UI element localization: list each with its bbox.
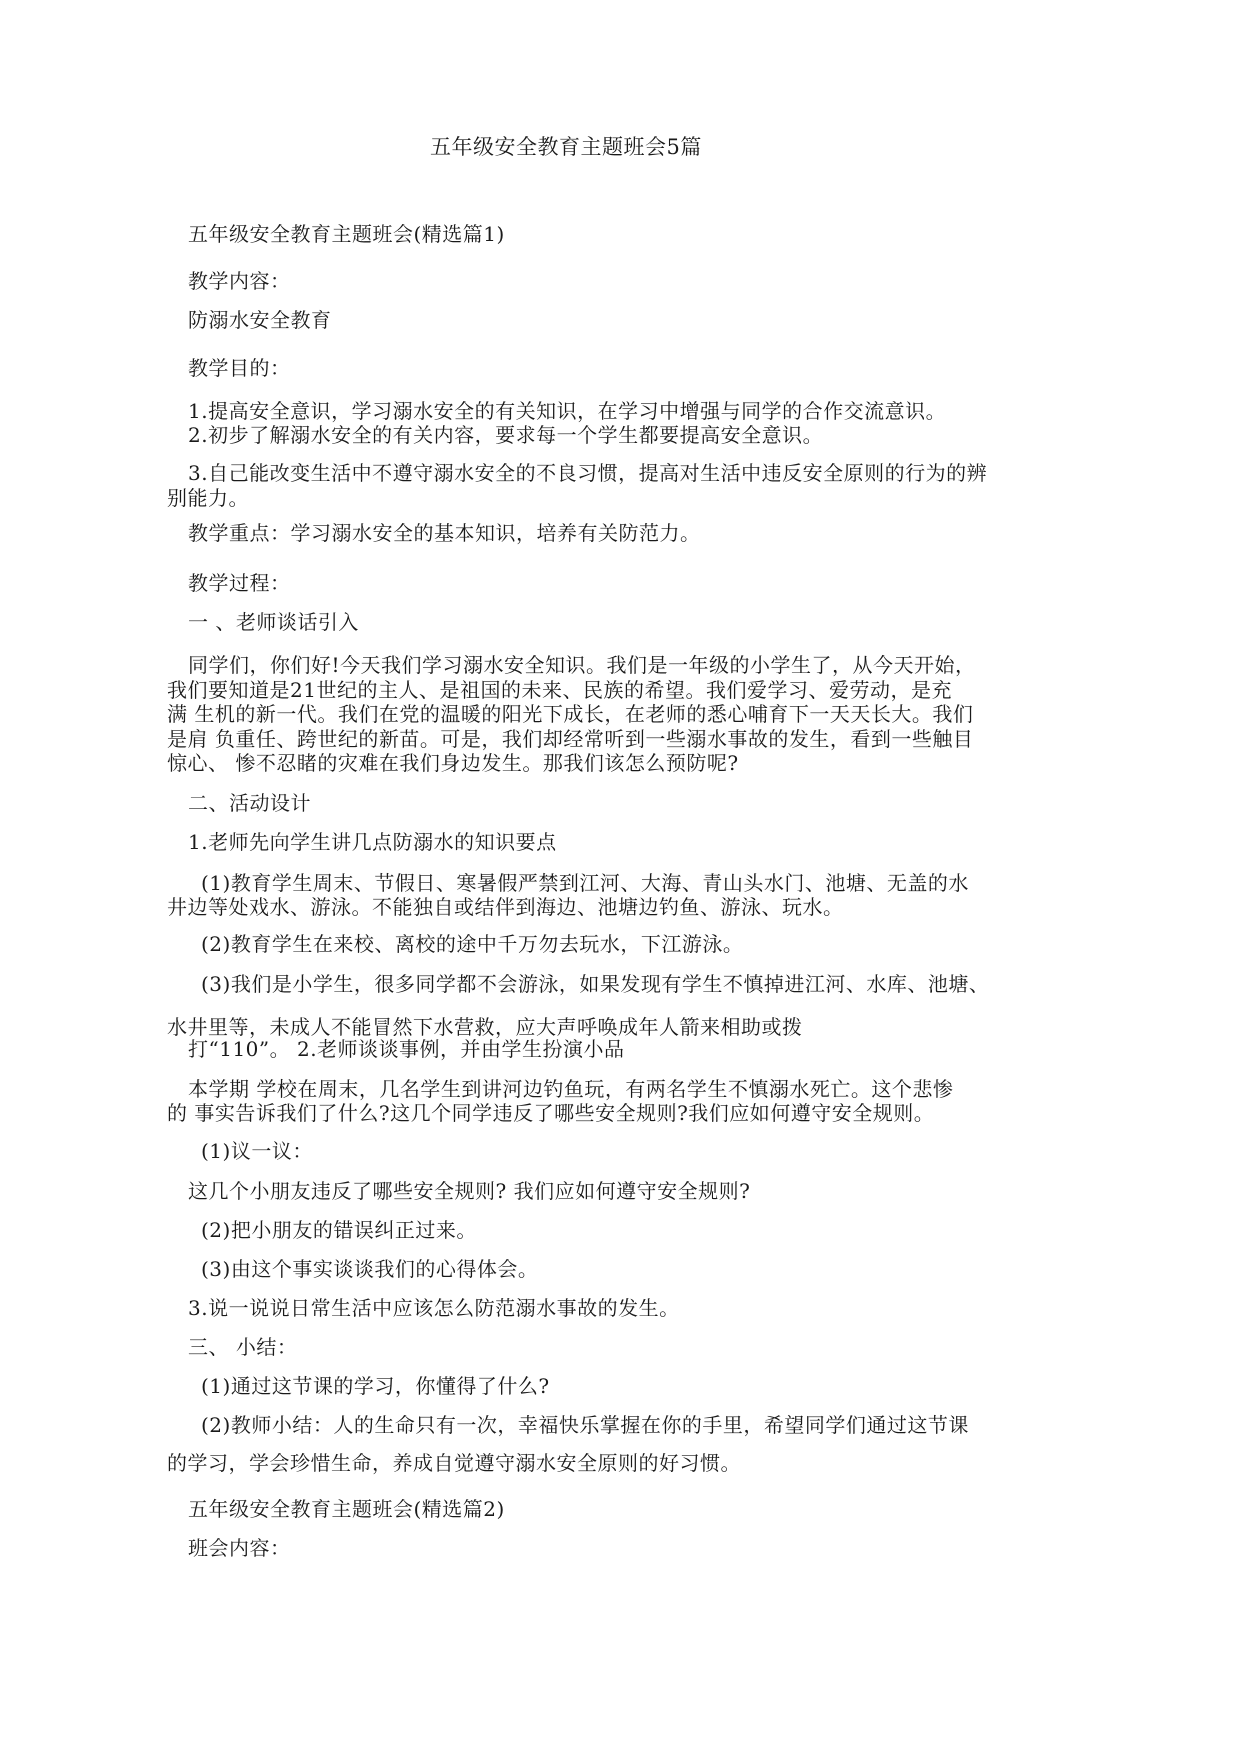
paragraph-line: 教学内容： [188,269,291,293]
paragraph-line: 本学期 学校在周末，几名学生到讲河边钓鱼玩，有两名学生不慎溺水死亡。这个悲惨 [188,1077,954,1101]
section-heading: 二、活动设计 [188,791,311,815]
paragraph-line: 教学过程： [188,571,291,595]
paragraph-line: (1)通过这节课的学习，你懂得了什么? [201,1374,550,1398]
paragraph-line: 教学目的： [188,356,291,380]
paragraph-line: (2)教师小结：人的生命只有一次，幸福快乐掌握在你的手里，希望同学们通过这节课 [201,1413,969,1437]
paragraph-line: 这几个小朋友违反了哪些安全规则? 我们应如何遵守安全规则? [188,1179,751,1203]
document-title: 五年级安全教育主题班会5篇 [430,135,702,159]
paragraph-line: 惊心、 惨不忍睹的灾难在我们身边发生。那我们该怎么预防呢? [167,751,739,775]
paragraph-line: (1)教育学生周末、节假日、寒暑假严禁到江河、大海、青山头水门、池塘、无盖的水 [201,871,969,895]
paragraph-line: 同学们，你们好!今天我们学习溺水安全知识。我们是一年级的小学生了，从今天开始， [188,653,976,677]
paragraph-line: (3)由这个事实谈谈我们的心得体会。 [201,1257,539,1281]
paragraph-line: 是肩 负重任、跨世纪的新苗。可是，我们却经常听到一些溺水事故的发生，看到一些触目 [167,727,974,751]
paragraph-line: 1.提高安全意识，学习溺水安全的有关知识，在学习中增强与同学的合作交流意识。 [188,399,947,423]
paragraph-line: (3)我们是小学生，很多同学都不会游泳，如果发现有学生不慎掉进江河、水库、池塘、 [201,972,990,996]
paragraph-line: 我们要知道是21世纪的主人、是祖国的未来、民族的希望。我们爱学习、爱劳动，是充 [167,678,952,702]
paragraph-line: 2.初步了解溺水安全的有关内容，要求每一个学生都要提高安全意识。 [188,423,824,447]
paragraph-line: 别能力。 [167,486,249,510]
section-heading: 三、 小结： [188,1335,298,1359]
section-heading: 五年级安全教育主题班会(精选篇2) [188,1497,505,1521]
paragraph-line: 班会内容： [188,1536,291,1560]
paragraph-line: 3.说一说说日常生活中应该怎么防范溺水事故的发生。 [188,1296,680,1320]
paragraph-line: 1.老师先向学生讲几点防溺水的知识要点 [188,830,557,854]
paragraph-line: (2)把小朋友的错误纠正过来。 [201,1218,477,1242]
paragraph-line: 满 生机的新一代。我们在党的温暖的阳光下成长，在老师的悉心哺育下一天天长大。我们 [167,702,974,726]
paragraph-line: 防溺水安全教育 [188,308,332,332]
paragraph-line: 水井里等，未成人不能冒然下水营救，应大声呼唤成年人箭来相助或拨 [167,1015,803,1039]
section-heading: 一 、老师谈话引入 [188,610,359,634]
paragraph-line: 的 事实告诉我们了什么?这几个同学违反了哪些安全规则?我们应如何遵守安全规则。 [167,1101,935,1125]
section-heading: 五年级安全教育主题班会(精选篇1) [188,222,505,246]
paragraph-line: 打“110”。 2.老师谈谈事例，并由学生扮演小品 [188,1037,625,1061]
paragraph-line: 教学重点：学习溺水安全的基本知识，培养有关防范力。 [188,521,701,545]
paragraph-line: 井边等处戏水、游泳。不能独自或结伴到海边、池塘边钓鱼、游泳、玩水。 [167,895,844,919]
paragraph-line: 3.自己能改变生活中不遵守溺水安全的不良习惯，提高对生活中违反安全原则的行为的辨 [188,461,988,485]
paragraph-line: (2)教育学生在来校、离校的途中千万勿去玩水，下江游泳。 [201,932,744,956]
paragraph-line: (1)议一议： [201,1139,313,1163]
paragraph-line: 的学习，学会珍惜生命，养成自觉遵守溺水安全原则的好习惯。 [167,1451,741,1475]
